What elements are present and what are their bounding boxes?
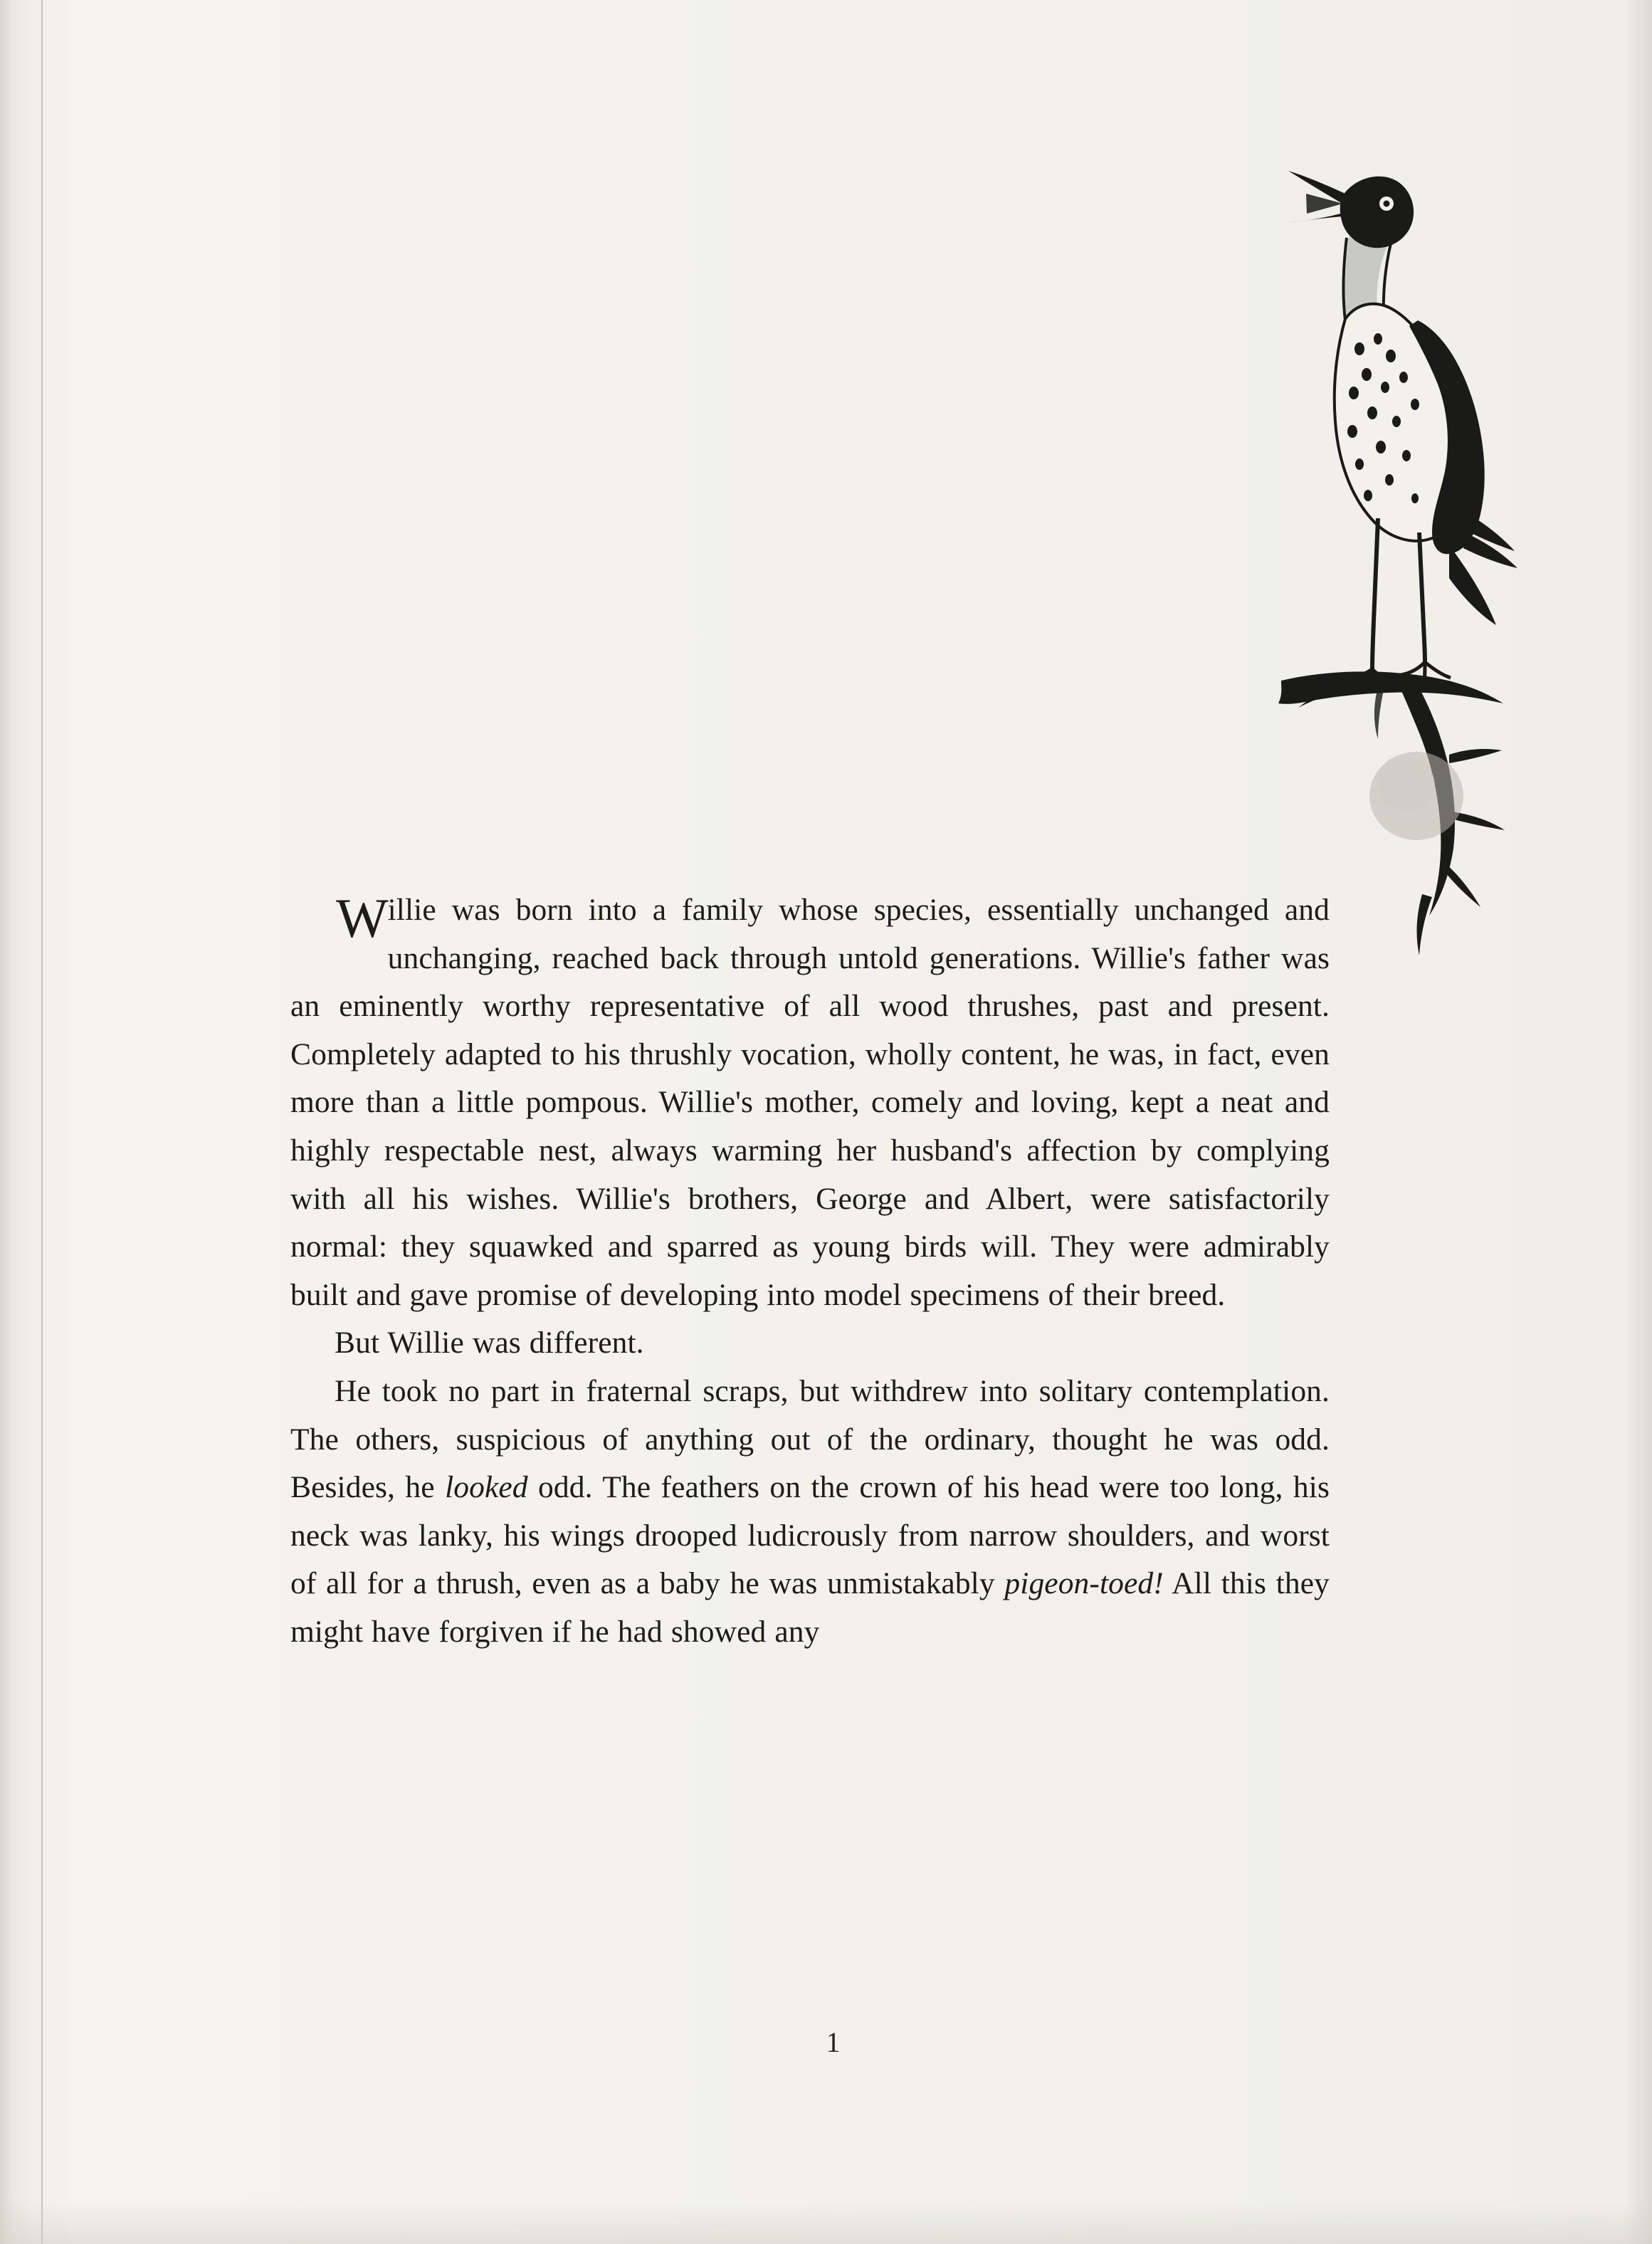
wood-thrush-illustration bbox=[1238, 142, 1523, 975]
paragraph-1-text: illie was born into a family whose species, essentially unchanged and unchanging, reached back through untold generations. Willie's father was an eminently worthy representative of all wood thrushes, past and present. Completely adapted to his thrushly vocation, wholly content, he was, in fact, even more than a little pompous. Willie's mother, comely and loving, kept a neat and highly respectable nest, always warming her husband's affection by complying with all his wishes. Willie's brothers, George and Albert, were satisfactorily normal: they squawked and sparred as young birds will. They were admirably built and gave promise of developing into model specimens of their breed. bbox=[290, 893, 1330, 1312]
paragraph-3-emphasis-pigeon-toed: pigeon-toed! bbox=[1004, 1566, 1164, 1601]
page-number bbox=[0, 2025, 1652, 2059]
paragraph-2: But Willie was different. bbox=[335, 1326, 644, 1360]
paragraph-3-segment-2: odd. The feathers on the crown of his head were too long, his neck was lanky, his wings drooped ludicrously from narrow shoulders, and worst of all for a thrush, even as a baby he was unmistakably bbox=[290, 1470, 1330, 1601]
page-number-value: 1 bbox=[826, 2026, 841, 2058]
page-gutter-shadow bbox=[0, 0, 68, 2244]
paragraph-3 bbox=[290, 1368, 1330, 1657]
paragraph-1 bbox=[290, 886, 1330, 1319]
paragraph-3-emphasis-looked: looked bbox=[445, 1470, 528, 1505]
paragraph-3-segment-1: He took no part in fraternal scraps, but withdrew into solitary contemplation. The others, suspicious of anything out of the ordinary, thought he was odd. Besides, he bbox=[290, 1373, 1330, 1505]
body-text bbox=[290, 886, 1330, 1657]
gutter-fold-line bbox=[41, 0, 43, 2244]
drop-cap: W bbox=[336, 887, 387, 949]
page-edge-bottom bbox=[0, 2201, 1652, 2244]
paragraph-3-segment-3: All this they might have forgiven if he had showed any bbox=[290, 1566, 1330, 1649]
page-edge-right bbox=[1624, 0, 1652, 2244]
